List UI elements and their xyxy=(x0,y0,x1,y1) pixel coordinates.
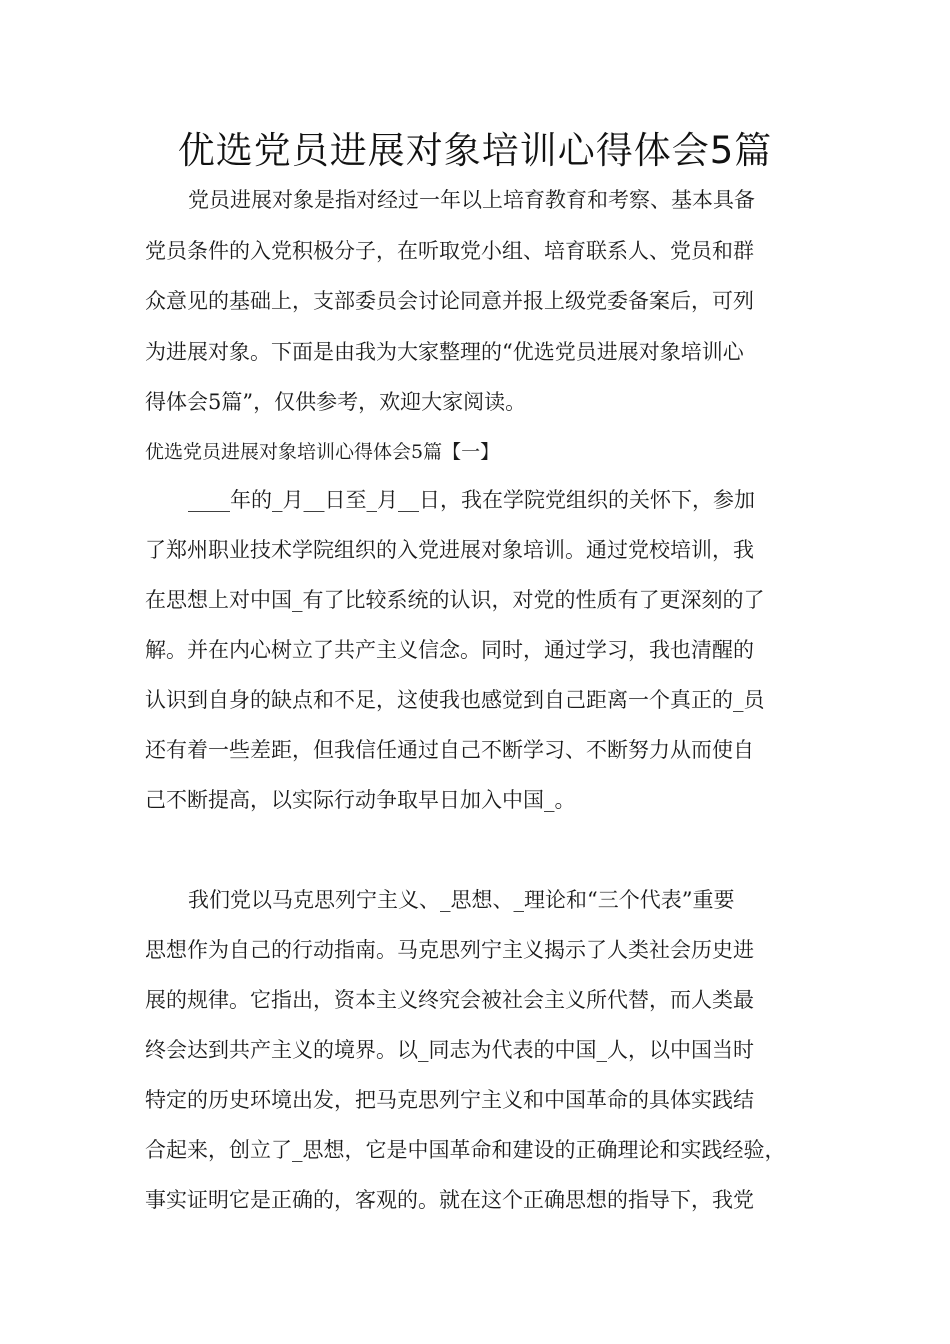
intro-line: 党员条件的入党积极分子，在听取党小组、培育联系人、党员和群 xyxy=(145,239,754,263)
paragraph-line: 我们党以马克思列宁主义、_思想、_理论和“三个代表”重要 xyxy=(188,888,735,912)
paragraph-line: 思想作为自己的行动指南。马克思列宁主义揭示了人类社会历史进 xyxy=(145,938,754,962)
intro-line: 得体会5篇”，仅供参考，欢迎大家阅读。 xyxy=(145,390,527,414)
paragraph-line: 终会达到共产主义的境界。以_同志为代表的中国_人，以中国当时 xyxy=(145,1038,754,1062)
paragraph-line: 了郑州职业技术学院组织的入党进展对象培训。通过党校培训，我 xyxy=(145,538,754,562)
paragraph-line: 合起来，创立了_思想，它是中国革命和建设的正确理论和实践经验， xyxy=(145,1138,786,1162)
paragraph-line: ____年的_月__日至_月__日，我在学院党组织的关怀下，参加 xyxy=(188,488,755,512)
paragraph-line: 在思想上对中国_有了比较系统的认识，对党的性质有了更深刻的了 xyxy=(145,588,765,612)
paragraph-line: 事实证明它是正确的，客观的。就在这个正确思想的指导下，我党 xyxy=(145,1188,754,1212)
paragraph-line: 特定的历史环境出发，把马克思列宁主义和中国革命的具体实践结 xyxy=(145,1088,754,1112)
document-title: 优选党员进展对象培训心得体会5篇 xyxy=(177,129,773,172)
intro-line: 为进展对象。下面是由我为大家整理的“优选党员进展对象培训心 xyxy=(145,340,744,364)
paragraph-line: 还有着一些差距，但我信任通过自己不断学习、不断努力从而使自 xyxy=(145,738,754,762)
paragraph-line: 认识到自身的缺点和不足，这使我也感觉到自己距离一个真正的_员 xyxy=(145,688,765,712)
section-heading: 优选党员进展对象培训心得体会5篇【一】 xyxy=(145,441,500,463)
paragraph-line: 己不断提高，以实际行动争取早日加入中国_。 xyxy=(145,788,576,812)
paragraph-line: 解。并在内心树立了共产主义信念。同时，通过学习，我也清醒的 xyxy=(145,638,754,662)
intro-line: 党员进展对象是指对经过一年以上培育教育和考察、基本具备 xyxy=(188,188,755,212)
paragraph-line: 展的规律。它指出，资本主义终究会被社会主义所代替，而人类最 xyxy=(145,988,754,1012)
intro-line: 众意见的基础上，支部委员会讨论同意并报上级党委备案后，可列 xyxy=(145,289,754,313)
